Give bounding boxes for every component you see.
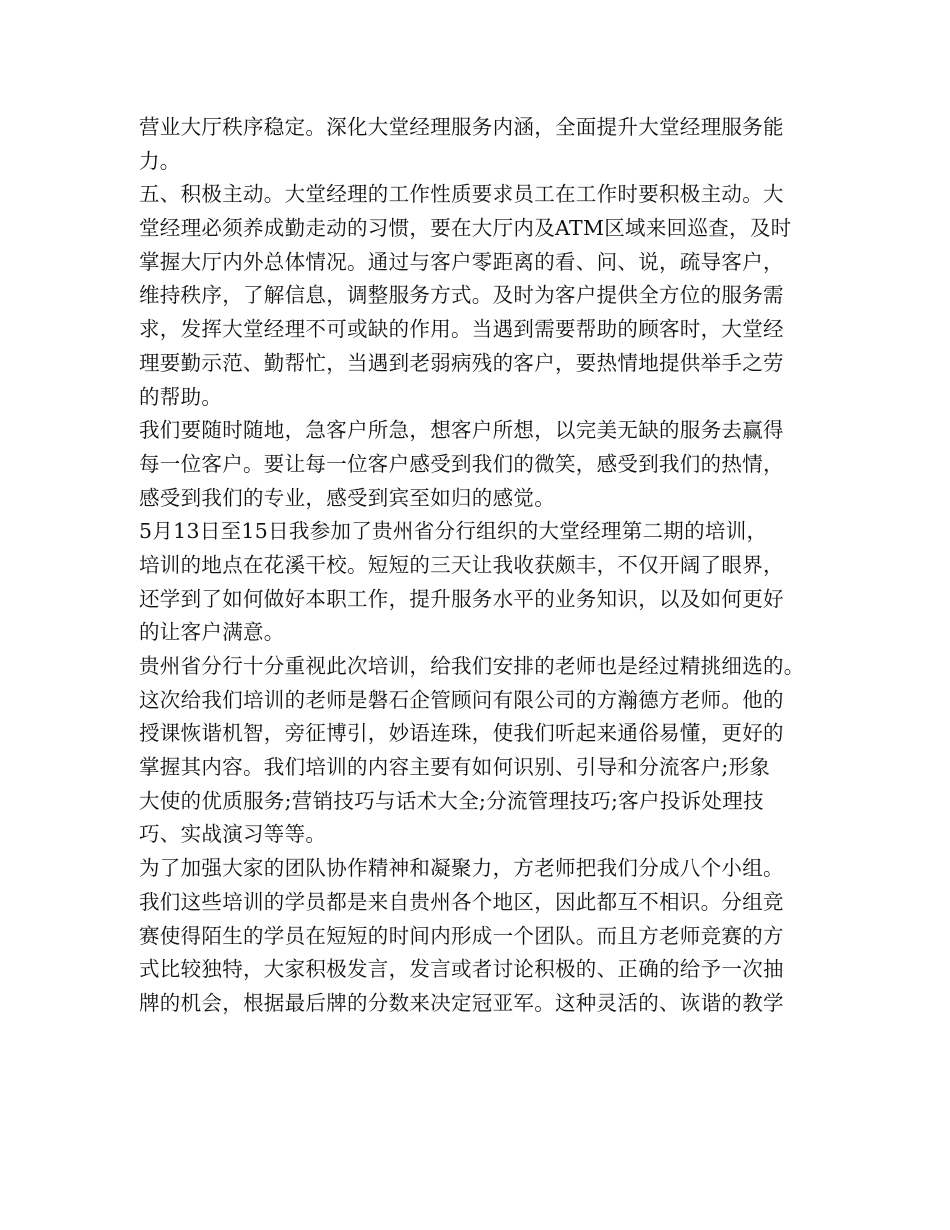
text-line: 我们这些培训的学员都是来自贵州各个地区，因此都互不相识。分组竞	[139, 889, 784, 914]
text-line: 赛使得陌生的学员在短短的时间内形成一个团队。而且方老师竞赛的方	[139, 923, 784, 948]
text-line: 掌握大厅内外总体情况。通过与客户零距离的看、问、说，疏导客户，	[139, 249, 784, 274]
text-line: 求，发挥大堂经理不可或缺的作用。当遇到需要帮助的顾客时，大堂经	[139, 317, 784, 342]
text-line: 培训的地点在花溪干校。短短的三天让我收获颇丰，不仅开阔了眼界，	[139, 552, 784, 577]
text-line: 我们要随时随地，急客户所急，想客户所想，以完美无缺的服务去赢得	[139, 418, 784, 443]
document-body	[139, 111, 829, 1021]
text-line: 掌握其内容。我们培训的内容主要有如何识别、引导和分流客户;形象	[139, 755, 771, 780]
text-line: 还学到了如何做好本职工作，提升服务水平的业务知识，以及如何更好	[139, 586, 784, 611]
text-line: 授课恢谐机智，旁征博引，妙语连珠，使我们听起来通俗易懂，更好的	[139, 721, 784, 746]
text-line: 力。	[139, 148, 181, 173]
text-line: 五、积极主动。大堂经理的工作性质要求员工在工作时要积极主动。大	[139, 182, 784, 207]
text-line: 堂经理必须养成勤走动的习惯，要在大厅内及ATM区域来回巡查，及时	[139, 216, 792, 241]
text-line: 维持秩序，了解信息，调整服务方式。及时为客户提供全方位的服务需	[139, 283, 784, 308]
text-line: 营业大厅秩序稳定。深化大堂经理服务内涵，全面提升大堂经理服务能	[139, 115, 784, 139]
text-line: 牌的机会，根据最后牌的分数来决定冠亚军。这种灵活的、诙谐的教学	[139, 990, 784, 1015]
text-line: 的让客户满意。	[139, 620, 285, 645]
text-line: 感受到我们的专业，感受到宾至如归的感觉。	[139, 485, 555, 510]
text-line: 大使的优质服务;营销技巧与话术大全;分流管理技巧;客户投诉处理技	[139, 788, 764, 813]
text-line: 5月13日至15日我参加了贵州省分行组织的大堂经理第二期的培训，	[139, 519, 768, 544]
text-line: 理要勤示范、勤帮忙，当遇到老弱病残的客户，要热情地提供举手之劳	[139, 350, 784, 375]
text-line: 式比较独特，大家积极发言，发言或者讨论积极的、正确的给予一次抽	[139, 957, 784, 982]
text-line: 每一位客户。要让每一位客户感受到我们的微笑，感受到我们的热情，	[139, 451, 784, 476]
text-line: 这次给我们培训的老师是磐石企管顾问有限公司的方瀚德方老师。他的	[139, 687, 784, 712]
text-line: 的帮助。	[139, 384, 223, 409]
text-line: 贵州省分行十分重视此次培训，给我们安排的老师也是经过精挑细选的。	[139, 654, 805, 678]
text-line: 为了加强大家的团队协作精神和凝聚力，方老师把我们分成八个小组。	[139, 856, 784, 881]
text-line: 巧、实战演习等等。	[139, 822, 327, 847]
